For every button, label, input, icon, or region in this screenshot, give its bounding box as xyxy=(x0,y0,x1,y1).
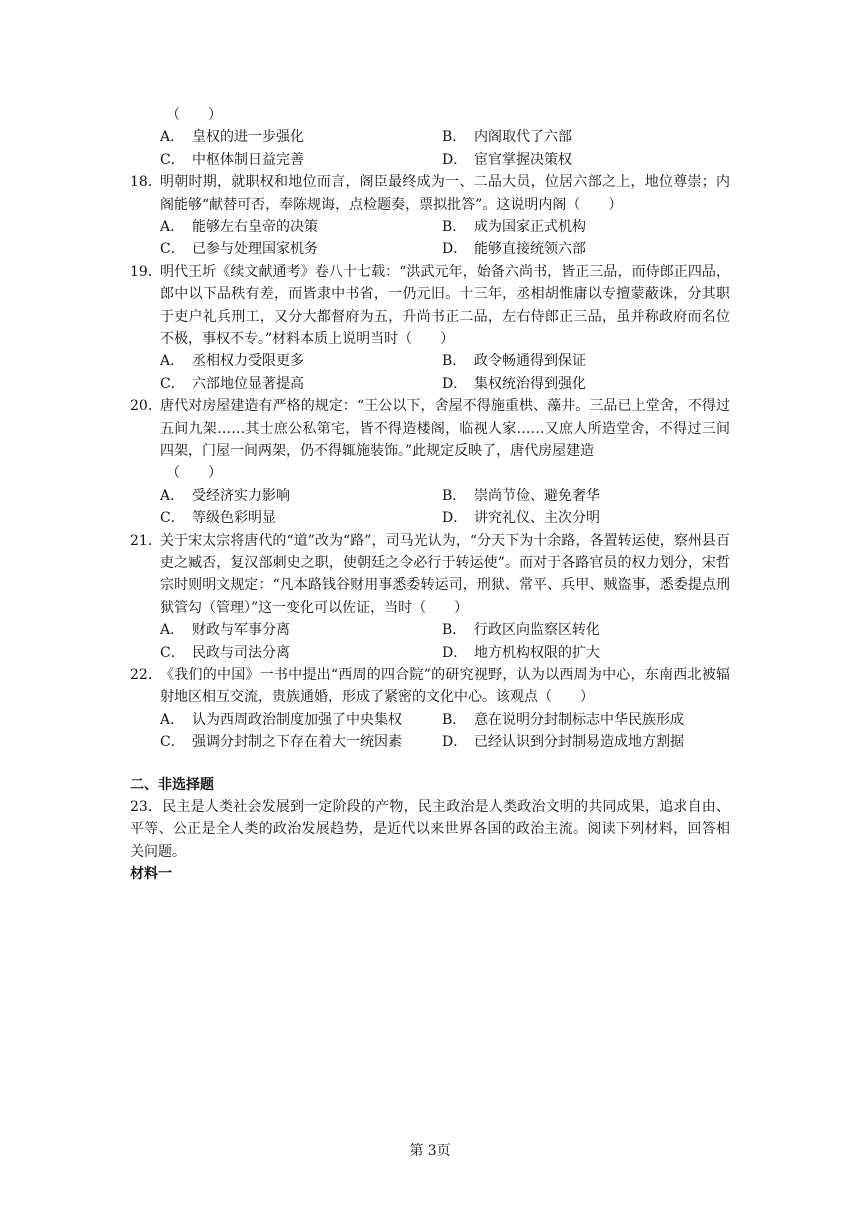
option-d: D． 宦官掌握决策权 xyxy=(442,151,572,168)
question-23 xyxy=(130,796,730,863)
options-row xyxy=(160,238,730,260)
option-b: B． 成为国家正式机构 xyxy=(442,218,586,235)
question-text: 唐代对房屋建造有严格的规定：“王公以下，舍屋不得施重栱、藻井。三品已上堂舍，不得过五间九架……其士庶公私第宅，皆不得造楼阁，临视人家……又庶人所造堂舍，不得过三间四架，门屋一间两架，仍不得辄施装饰。”此规定反映了，唐代房屋建造 xyxy=(160,398,730,459)
option-c: C． 民政与司法分离 xyxy=(160,644,290,661)
option-b: B． 政令畅通得到保证 xyxy=(442,353,586,370)
question-text: 关于宋太宗将唐代的“道”改为“路”，司马光认为，“分天下为十余路，各置转运使，察州县百吏之臧否，复汉部刺史之职，使朝廷之令必行于转运使”。而对于各路官员的权力划分，宋哲宗时则明文规定：“凡本路钱谷财用事悉委转运司，刑狱、常平、兵甲、贼盗事，悉委提点刑狱管勾（管理）”这一变化可以佐证，当时（ ） xyxy=(160,532,730,616)
material-label: 材料一 xyxy=(130,866,172,883)
options-row xyxy=(160,507,730,529)
option-d: D． 讲究礼仪、主次分明 xyxy=(442,510,600,527)
question-number: 21． xyxy=(130,532,162,549)
question-18 xyxy=(130,171,730,261)
option-c: C． 中枢体制日益完善 xyxy=(160,151,304,168)
option-d: D． 地方机构权限的扩大 xyxy=(442,644,600,661)
question-21 xyxy=(130,530,730,664)
options-row xyxy=(160,149,730,171)
option-a: A． 能够左右皇帝的决策 xyxy=(160,218,318,235)
question-20 xyxy=(130,395,730,529)
option-b: B． 内阁取代了六部 xyxy=(442,129,572,146)
option-c: C． 等级色彩明显 xyxy=(160,510,276,527)
option-c: C． 已参与处理国家机务 xyxy=(160,241,318,258)
answer-paren: （ ） xyxy=(166,465,222,482)
option-b: B． 崇尚节俭、避免奢华 xyxy=(442,487,600,504)
option-c: C． 六部地位显著提高 xyxy=(160,375,304,392)
option-a: A． 皇权的进一步强化 xyxy=(160,129,304,146)
question-number: 18． xyxy=(130,174,162,191)
option-b: B． 行政区向监察区转化 xyxy=(442,622,600,639)
question-17 xyxy=(160,104,730,171)
option-a: A． 丞相权力受限更多 xyxy=(160,353,304,370)
option-b: B． 意在说明分封制标志中华民族形成 xyxy=(442,711,684,728)
question-text: 《我们的中国》一书中提出“西周的四合院”的研究视野，认为以西周为中心，东南西北被辐射地区相互交流，贵族通婚，形成了紧密的文化中心。该观点（ ） xyxy=(160,666,730,706)
option-d: D． 已经认识到分封制易造成地方割据 xyxy=(442,734,684,751)
option-d: D． 集权统治得到强化 xyxy=(442,375,586,392)
option-a: A． 财政与军事分离 xyxy=(160,622,290,639)
question-number: 22． xyxy=(130,666,162,683)
options-row xyxy=(160,350,730,372)
answer-paren: （ ） xyxy=(166,107,222,123)
question-22 xyxy=(130,664,730,754)
question-number: 19． xyxy=(130,263,162,280)
section-heading: 二、非选择题 xyxy=(130,776,214,793)
page-number: 第 3页 xyxy=(409,1143,451,1159)
question-number: 20． xyxy=(130,398,162,415)
question-text: 23．民主是人类社会发展到一定阶段的产物，民主政治是人类政治文明的共同成果，追求自由、平等、公正是全人类的政治发展趋势，是近代以来世界各国的政治主流。阅读下列材料，回答相关问题。 xyxy=(130,798,730,860)
options-row xyxy=(160,216,730,238)
options-row xyxy=(160,373,730,395)
options-row xyxy=(160,642,730,664)
options-row xyxy=(160,709,730,731)
options-row xyxy=(160,126,730,148)
option-a: A． 受经济实力影响 xyxy=(160,487,290,504)
options-row xyxy=(160,485,730,507)
question-19 xyxy=(130,261,730,395)
option-a: A． 认为西周政治制度加强了中央集权 xyxy=(160,711,402,728)
option-d: D． 能够直接统领六部 xyxy=(442,241,586,258)
option-c: C． 强调分封制之下存在着大一统因素 xyxy=(160,734,402,751)
options-row xyxy=(160,731,730,753)
options-row xyxy=(160,619,730,641)
page-content xyxy=(130,104,730,886)
question-text: 明代王圻《续文献通考》卷八十七载：“洪武元年，始备六尚书，皆正三品，而侍郎正四品，郎中以下品秩有差，而皆隶中书省，一仍元旧。十三年，丞相胡惟庸以专擅蒙蔽诛，分其职于吏户礼兵刑工，又分大都督府为五，升尚书正二品，左右侍郎正三品，虽并称政府而名位不极，事权不专。”材料本质上说明当时（ ） xyxy=(160,263,730,347)
question-text: 明朝时期，就职权和地位而言，阁臣最终成为一、二品大员，位居六部之上，地位尊崇；内阁能够“献替可否，奉陈规诲，点检题奏，票拟批答”。这说明内阁（ ） xyxy=(160,174,730,213)
